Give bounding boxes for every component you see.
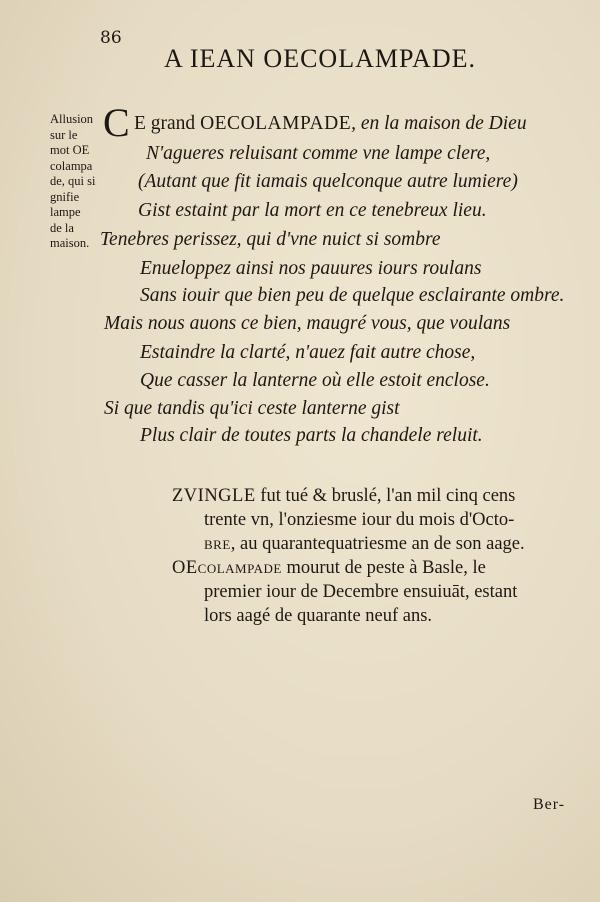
margin-note-line: sur le [50,127,78,142]
margin-note-line: de la [50,220,74,235]
poem-line-end: , en la maison de Dieu [351,113,527,134]
poem-line: Estaindre la clarté, n'auez fait autre chose, [140,342,476,363]
margin-note [50,112,104,252]
note-line: lors aagé de quarante neuf ans. [204,606,433,626]
poem-name-oecolampade: OECOLAMPADE [200,113,352,134]
poem-line: (Autant que fit iamais quelconque autre lumiere) [138,171,518,192]
margin-note-line: gnifie [50,189,80,204]
poem-line: Plus clair de toutes parts la chandele reluit. [140,425,483,446]
name-zwingle: ZVINGLE [172,486,256,506]
note-line: premier iour de Decembre ensuiuāt, estant [204,582,518,602]
note-line [172,486,515,507]
name-oecolampade: OEcolampade [172,558,282,578]
note-text: mourut de peste à Basle, le [281,558,486,578]
name-fragment: bre [204,534,231,554]
note-line: trente vn, l'onziesme iour du mois d'Octo- [204,510,515,530]
note-text: , au quarantequatriesme an de son aage. [230,534,525,554]
margin-note-line: maison. [50,236,90,250]
margin-note-line: colampa [50,158,93,173]
note-line [204,534,525,555]
margin-note-line: de, qui si [50,174,96,188]
running-title: A IEAN OECOLAMPADE. [164,44,476,73]
margin-note-line: mot OE [50,143,90,157]
poem-line: Si que tandis qu'ici ceste lanterne gist [104,398,400,419]
page-number: 86 [100,28,122,48]
poem-line: Mais nous auons ce bien, maugré vous, que voulans [104,313,511,334]
catchword: Ber- [533,796,566,813]
poem-line: Que casser la lanterne où elle estoit enclose. [140,370,490,391]
poem-line [134,113,527,135]
poem-line: Tenebres perissez, qui d'vne nuict si sombre [100,229,441,250]
note-line [172,558,486,579]
margin-note-line: Allusion [50,112,94,126]
margin-note-line: lampe [50,205,81,219]
drop-cap: C [103,100,130,145]
poem-line-start: E grand [134,113,196,134]
poem-line: Sans iouir que bien peu de quelque esclairante ombre. [140,285,565,306]
note-text: fut tué & bruslé, l'an mil cinq cens [255,486,516,506]
poem-line: N'agueres reluisant comme vne lampe clere, [146,143,491,164]
poem-line: Enueloppez ainsi nos pauures iours roulans [140,258,482,279]
poem-line: Gist estaint par la mort en ce tenebreux lieu. [138,200,487,221]
